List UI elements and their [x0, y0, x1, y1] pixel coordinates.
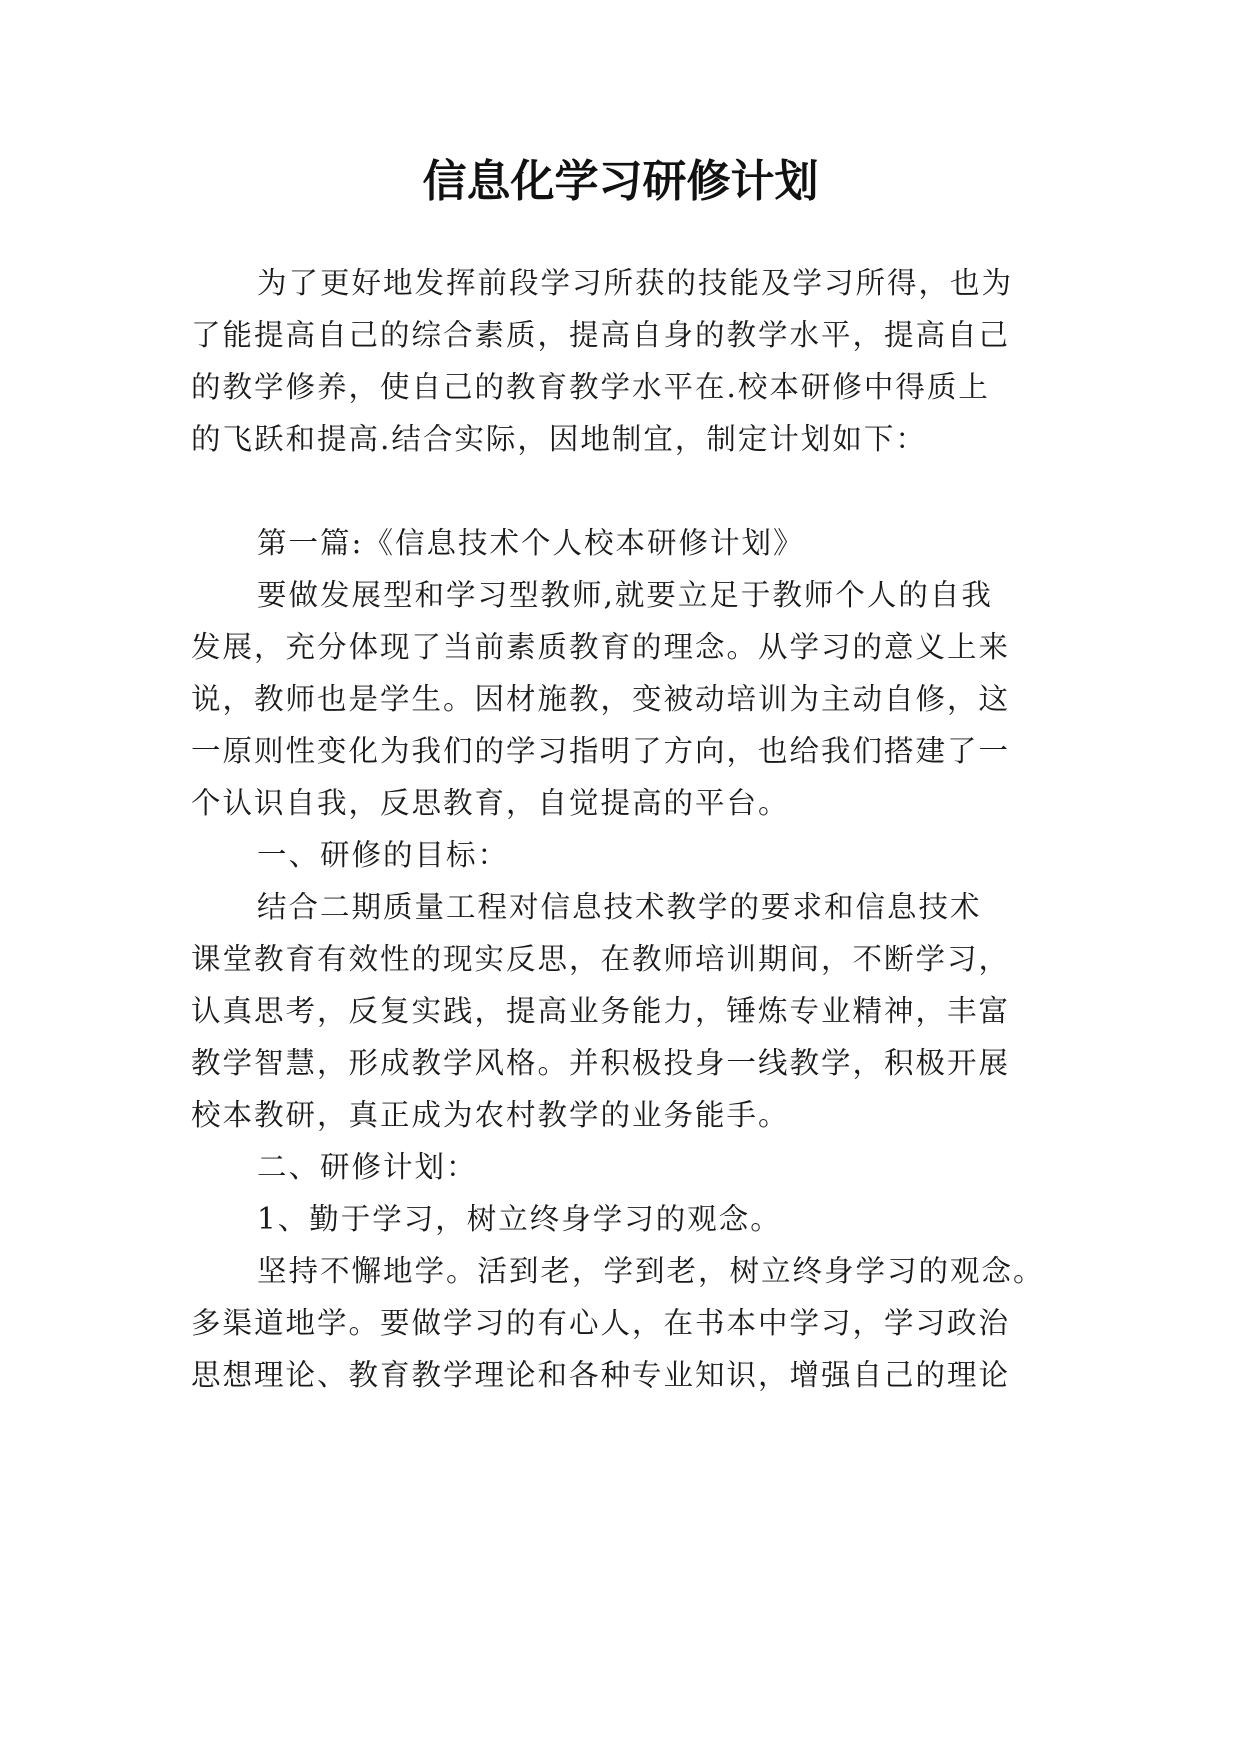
intro-line: 了能提高自己的综合素质，提高自身的教学水平，提高自己 — [191, 318, 1011, 352]
chapter-heading: 第一篇:《信息技术个人校本研修计划》 — [257, 526, 805, 560]
paragraph-line: 思想理论、教育教学理论和各种专业知识，增强自己的理论 — [191, 1358, 1011, 1392]
paragraph-line: 多渠道地学。要做学习的有心人，在书本中学习，学习政治 — [191, 1306, 1011, 1340]
intro-line: 为了更好地发挥前段学习所获的技能及学习所得，也为 — [257, 266, 1014, 300]
paragraph-line: 要做发展型和学习型教师,就要立足于教师个人的自我 — [257, 578, 993, 612]
section-heading: 二、研修计划： — [257, 1150, 478, 1184]
paragraph-line: 发展，充分体现了当前素质教育的理念。从学习的意义上来 — [191, 630, 1011, 664]
paragraph-line: 课堂教育有效性的现实反思，在教师培训期间，不断学习， — [191, 942, 1011, 976]
paragraph-line: 坚持不懈地学。活到老，学到老，树立终身学习的观念。 — [257, 1254, 1045, 1288]
paragraph-line: 一原则性变化为我们的学习指明了方向，也给我们搭建了一 — [191, 734, 1011, 768]
paragraph-line: 教学智慧，形成教学风格。并积极投身一线教学，积极开展 — [191, 1046, 1011, 1080]
paragraph-line: 认真思考，反复实践，提高业务能力，锤炼专业精神，丰富 — [191, 994, 1011, 1028]
intro-line: 的教学修养，使自己的教育教学水平在.校本研修中得质上 — [191, 370, 990, 404]
document-title: 信息化学习研修计划 — [422, 156, 819, 207]
paragraph-line: 个认识自我，反思教育，自觉提高的平台。 — [191, 786, 790, 820]
paragraph-line: 说，教师也是学生。因材施教，变被动培训为主动自修，这 — [191, 682, 1011, 716]
item-heading: 1、勤于学习，树立终身学习的观念。 — [257, 1202, 782, 1236]
section-heading: 一、研修的目标： — [257, 838, 510, 872]
paragraph-line: 结合二期质量工程对信息技术教学的要求和信息技术 — [257, 890, 982, 924]
intro-line: 的飞跃和提高.结合实际，因地制宜，制定计划如下： — [191, 422, 927, 456]
paragraph-line: 校本教研，真正成为农村教学的业务能手。 — [191, 1098, 790, 1132]
